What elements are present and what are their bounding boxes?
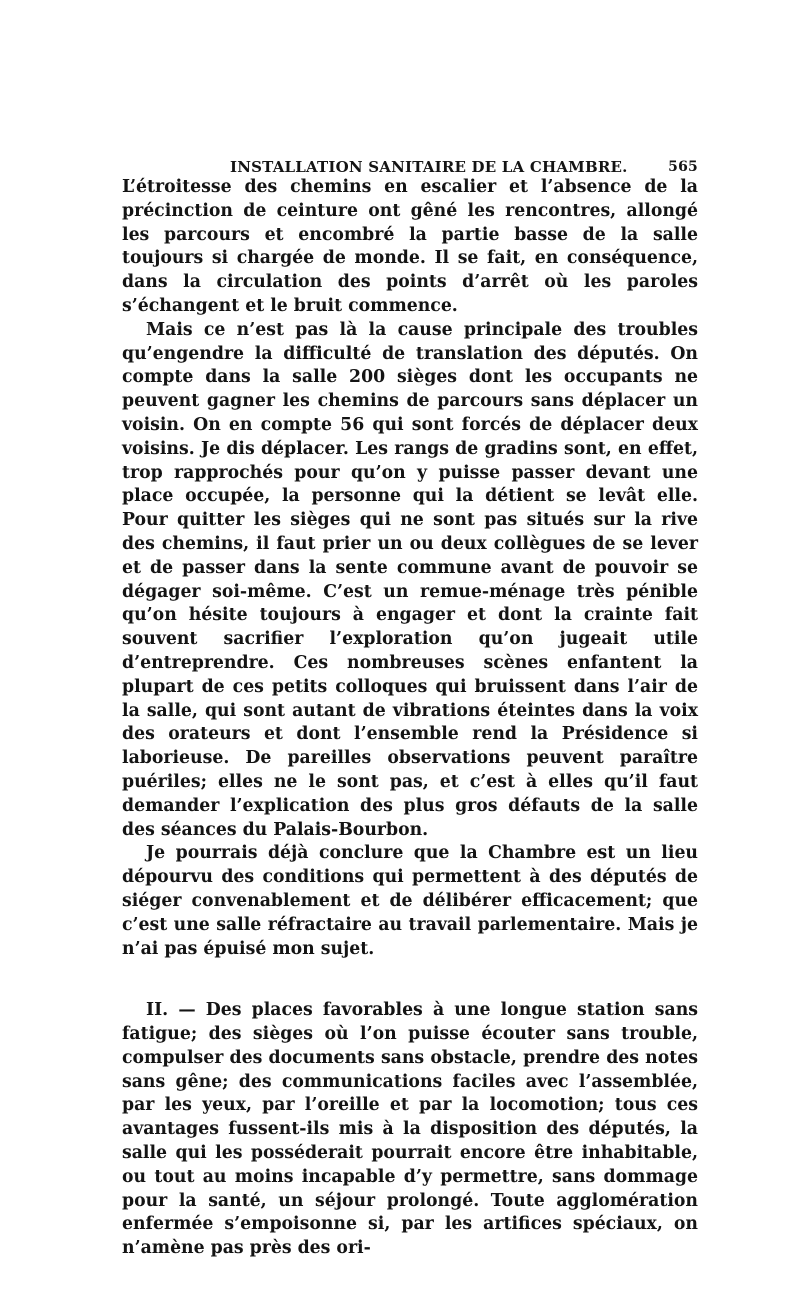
book-page — [122, 150, 698, 1261]
paragraph: L’étroitesse des chemins en escalier et l’absence de la précinction de ceinture ont gêné les rencontres, allongé les parcours et encombré la partie basse de la salle toujours si chargée de monde. Il se fait, en conséquence, dans la circulation des points d’arrêt où les paroles s’échangent et le bruit commence. — [122, 177, 698, 316]
running-header — [122, 150, 698, 176]
running-title: INSTALLATION SANITAIRE DE LA CHAMBRE. — [230, 158, 628, 176]
paragraph: Mais ce n’est pas là la cause principale des troubles qu’engendre la difficulté de translation des députés. On compte dans la salle 200 sièges dont les occupants ne peuvent gagner les chemins de parcours sans déplacer un voisin. On en compte 56 qui sont forcés de déplacer deux voisins. Je dis déplacer. Les rangs de gradins sont, en effet, trop rapprochés pour qu’on y puisse passer devant une place occupée, la personne qui la détient se levât elle. Pour quitter les sièges qui ne sont pas situés sur la rive des chemins, il faut prier un ou deux collègues de se lever et de passer dans la sente commune avant de pouvoir se dégager soi-même. C’est un remue-ménage très pénible qu’on hésite toujours à engager et dont la crainte fait souvent sacrifier l’exploration qu’on jugeait utile d’entreprendre. Ces nombreuses scènes enfantent la plupart de ces petits colloques qui bruissent dans l’air de la salle, qui sont autant de vibrations éteintes dans la voix des orateurs et dont l’ensemble rend la Présidence si laborieuse. De pareilles observations peuvent paraître puériles; elles ne le sont pas, et c’est à elles qu’il faut demander l’explication des plus gros défauts de la salle des séances du Palais-Bourbon. — [122, 319, 698, 840]
page-number: 565 — [668, 159, 698, 175]
section-ii-paragraph: II. — Des places favorables à une longue station sans fatigue; des sièges où l’on puisse écouter sans trouble, compulser des documents sans obstacle, prendre des notes sans gêne; des communications faciles avec l’assemblée, par les yeux, par l’oreille et par la locomotion; tous ces avantages fussent-ils mis à la disposition des députés, la salle qui les posséderait pourrait encore être inhabitable, ou tout au moins incapable d’y permettre, sans dommage pour la santé, un séjour prolongé. Toute agglomération enfermée s’empoisonne si, par les artifices spéciaux, on n’amène pas près des ori- — [122, 1000, 698, 1259]
text-body — [122, 176, 698, 1261]
paragraph: Je pourrais déjà conclure que la Chambre est un lieu dépourvu des conditions qui permettent à des députés de siéger convenablement et de délibérer efficacement; que c’est une salle réfractaire au travail parlementaire. Mais je n’ai pas épuisé mon sujet. — [122, 843, 698, 959]
